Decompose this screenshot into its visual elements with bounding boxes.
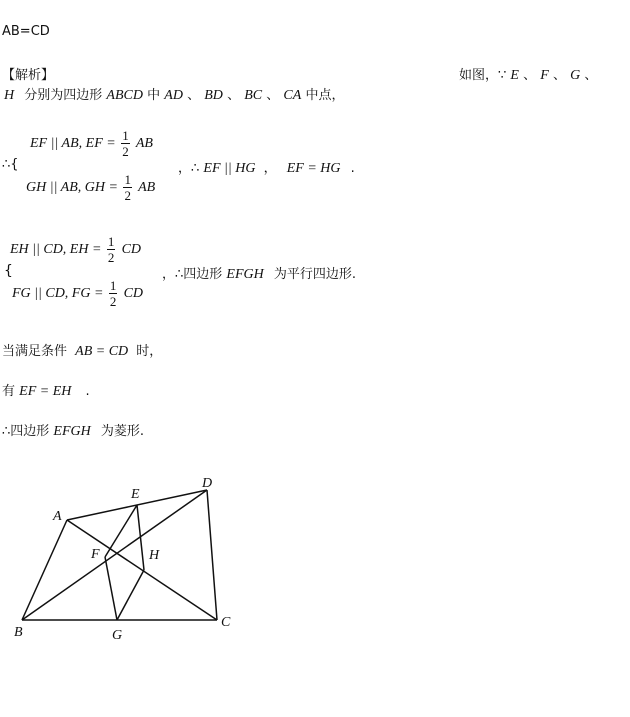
system1-line1	[30, 128, 153, 159]
system1-therefore: ∴{	[2, 157, 19, 172]
have-suffix: .	[85, 384, 90, 399]
segment-ad: AD	[164, 88, 183, 103]
fraction-numerator: 1	[122, 128, 129, 143]
label-c: C	[221, 615, 231, 630]
final-line	[2, 420, 144, 440]
separator: 、	[552, 68, 566, 83]
segment-gh	[117, 570, 144, 620]
period: .	[350, 161, 355, 176]
segment-ca: CA	[283, 88, 302, 103]
label-f: F	[91, 547, 100, 562]
segment-bd: BD	[204, 88, 223, 103]
segment-he	[137, 505, 144, 570]
conclusion-therefore: ，∴	[178, 161, 200, 176]
intro-prefix: 如图，∵	[459, 68, 507, 83]
condition-prefix: 当满足条件	[2, 344, 68, 359]
quad-abcd: ABCD	[106, 88, 143, 103]
condition-equation: AB = CD	[75, 344, 129, 359]
ef-equals-hg: EF = HG	[286, 161, 341, 176]
separator: 、	[523, 68, 537, 83]
have-prefix: 有	[2, 384, 16, 399]
zhong-text: 中	[147, 88, 161, 103]
system2-line2	[12, 278, 143, 309]
separator: 、	[584, 68, 598, 83]
intro-mid-text: 分别为四边形	[24, 88, 103, 103]
system2-line1-lhs: EH || CD, EH =	[10, 242, 105, 257]
separator: 、	[227, 88, 241, 103]
fraction-denominator: 2	[124, 188, 131, 203]
fraction-numerator: 1	[109, 278, 117, 293]
system2-conclusion	[162, 263, 356, 283]
segment-bc: BC	[244, 88, 263, 103]
label-d: D	[202, 476, 213, 491]
label-a: A	[53, 509, 62, 524]
final-prefix: ∴四边形	[2, 424, 50, 439]
point-f-symbol: F	[540, 68, 549, 83]
final-suffix: 为菱形.	[100, 424, 145, 439]
fraction-denominator: 2	[109, 294, 117, 309]
system2-line1-rhs: CD	[121, 242, 142, 257]
have-equation: EF = EH	[19, 384, 72, 399]
one-half-fraction	[123, 172, 132, 203]
comma: ，	[263, 161, 277, 176]
intro-end-text: 中点，	[305, 88, 345, 103]
side-cd	[207, 490, 217, 620]
fraction-denominator: 2	[107, 250, 115, 265]
one-half-fraction	[121, 128, 130, 159]
system1-line2-lhs: GH || AB, GH =	[26, 180, 122, 195]
segment-fg	[105, 557, 117, 620]
point-e-symbol: E	[510, 68, 519, 83]
system2-line2-lhs: FG || CD, FG =	[12, 286, 107, 301]
point-g-symbol: G	[570, 68, 581, 83]
system1-conclusion	[178, 157, 355, 177]
conclusion-end: 为平行四边形.	[273, 267, 357, 282]
fraction-numerator: 1	[107, 234, 115, 249]
system2-line1	[10, 234, 141, 265]
condition-line	[2, 340, 162, 360]
quad-efgh: EFGH	[226, 267, 264, 282]
segment-ef	[105, 505, 137, 557]
label-g: G	[112, 628, 123, 643]
answer-text: AB=CD	[2, 24, 50, 39]
label-b: B	[14, 625, 23, 640]
separator: 、	[266, 88, 280, 103]
system1-line1-rhs: AB	[135, 136, 153, 151]
fraction-denominator: 2	[122, 144, 129, 159]
point-h-symbol: H	[4, 88, 15, 103]
system1-line2-rhs: AB	[138, 180, 156, 195]
system1-line1-lhs: EF || AB, EF =	[30, 136, 120, 151]
system2-brace: {	[4, 263, 13, 279]
label-e: E	[131, 487, 140, 502]
system2-line2-rhs: CD	[123, 286, 144, 301]
fraction-numerator: 1	[124, 172, 131, 187]
geometry-figure	[0, 460, 260, 660]
final-quad-name: EFGH	[53, 424, 91, 439]
condition-suffix: 时，	[136, 344, 163, 359]
system1-line2	[26, 172, 155, 203]
one-half-fraction	[107, 234, 116, 265]
intro-line-2	[4, 84, 344, 104]
label-h: H	[149, 548, 160, 563]
one-half-fraction	[109, 278, 118, 309]
ef-parallel-hg: EF || HG	[203, 161, 256, 176]
analysis-tag: 【解析】	[2, 68, 55, 83]
separator: 、	[187, 88, 201, 103]
intro-line-1	[459, 64, 597, 84]
conclusion-text: ，∴四边形	[162, 267, 223, 282]
have-line	[2, 380, 90, 400]
